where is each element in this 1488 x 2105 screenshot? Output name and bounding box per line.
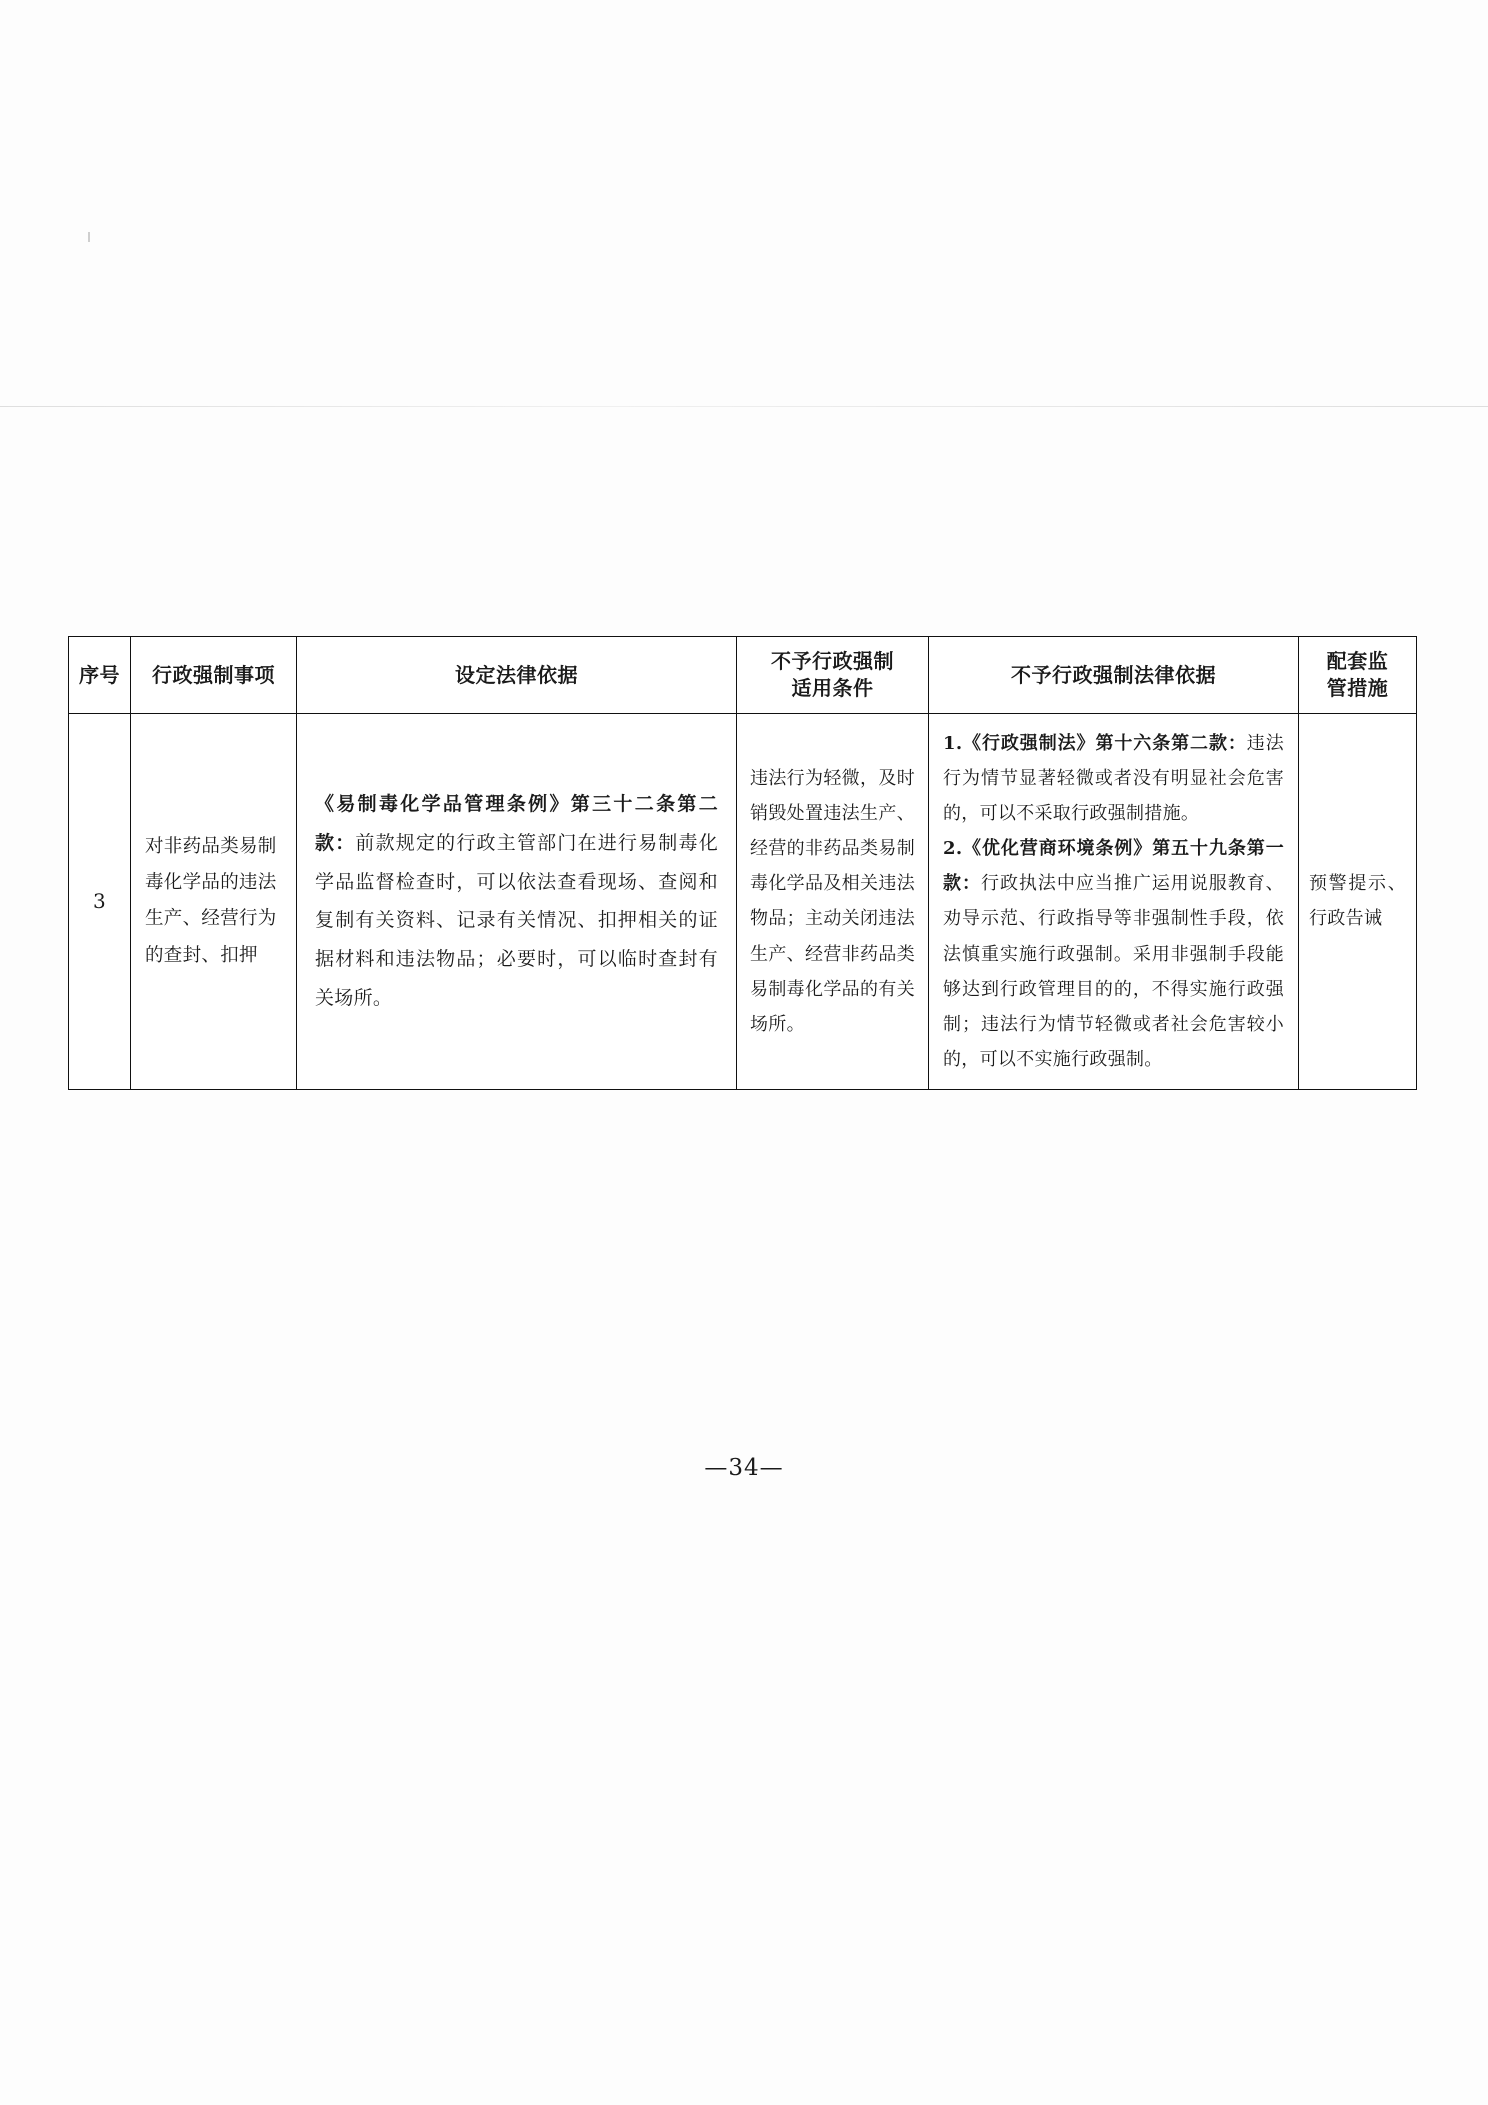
header-measure	[1299, 637, 1417, 714]
scan-artifact-rule	[0, 406, 1488, 407]
applicable-condition-text: 违法行为轻微，及时销毁处置违法生产、经营的非药品类易制毒化学品及相关违法物品；主动关闭违法生产、经营非药品类易制毒化学品的有关场所。	[750, 768, 915, 1035]
basis-item-index-1: 1.	[943, 733, 963, 754]
cell-row-number	[69, 714, 131, 1090]
enforcement-item-text: 对非药品类易制毒化学品的违法生产、经营行为的查封、扣押	[145, 836, 277, 966]
header-basis: 设定法律依据	[297, 637, 737, 714]
table-row	[69, 714, 1417, 1090]
legal-basis-text	[297, 771, 736, 1033]
cell-non-enforcement-basis	[929, 714, 1299, 1090]
basis-item-text-2: 行政执法中应当推广运用说服教育、劝导示范、行政指导等非强制性手段，依法慎重实施行政强制。采用非强制手段能够达到行政管理目的的，不得实施行政强制；违法行为情节轻微或者社会危害较小的，可以不实施行政强制。	[943, 873, 1284, 1070]
header-no: 序号	[69, 637, 131, 714]
cell-supporting-measure	[1299, 714, 1417, 1090]
legal-basis-law-name: 《易制毒化学品管理条例》第三十二条第二款：	[315, 792, 718, 854]
basis-item-law-2: 《优化营商环境条例》第五十九条第一款：	[943, 838, 1284, 895]
basis-item-law-1: 《行政强制法》第十六条第二款：	[962, 733, 1247, 754]
header-condition-line1: 不予行政强制	[771, 649, 894, 673]
row-number-text: 3	[92, 888, 107, 913]
table-header-row	[69, 637, 1417, 714]
header-no-basis: 不予行政强制法律依据	[929, 637, 1299, 714]
scan-artifact-tick-left	[88, 232, 90, 242]
non-enforcement-basis-item	[943, 831, 1284, 1077]
cell-enforcement-item	[131, 714, 297, 1090]
non-enforcement-basis-list	[929, 714, 1298, 1089]
administrative-enforcement-table	[68, 636, 1417, 1090]
header-item: 行政强制事项	[131, 637, 297, 714]
header-measure-line2: 管措施	[1326, 676, 1389, 700]
legal-basis-body: 前款规定的行政主管部门在进行易制毒化学品监督检查时，可以依法查看现场、查阅和复制有关资料、记录有关情况、扣押相关的证据材料和违法物品；必要时，可以临时查封有关场所。	[315, 831, 718, 1010]
non-enforcement-basis-item	[943, 726, 1284, 831]
supporting-measure-text: 预警提示、行政告诫	[1309, 873, 1406, 930]
cell-applicable-condition	[737, 714, 929, 1090]
header-condition-line2: 适用条件	[791, 676, 874, 700]
header-measure-line1: 配套监	[1326, 649, 1389, 673]
page-number: —34—	[704, 1455, 784, 1481]
basis-item-text-1: 违法行为情节显著轻微或者没有明显社会危害的，可以不采取行政强制措施。	[943, 733, 1284, 825]
basis-item-index-2: 2.	[943, 838, 963, 860]
cell-legal-basis	[297, 714, 737, 1090]
header-condition	[737, 637, 929, 714]
